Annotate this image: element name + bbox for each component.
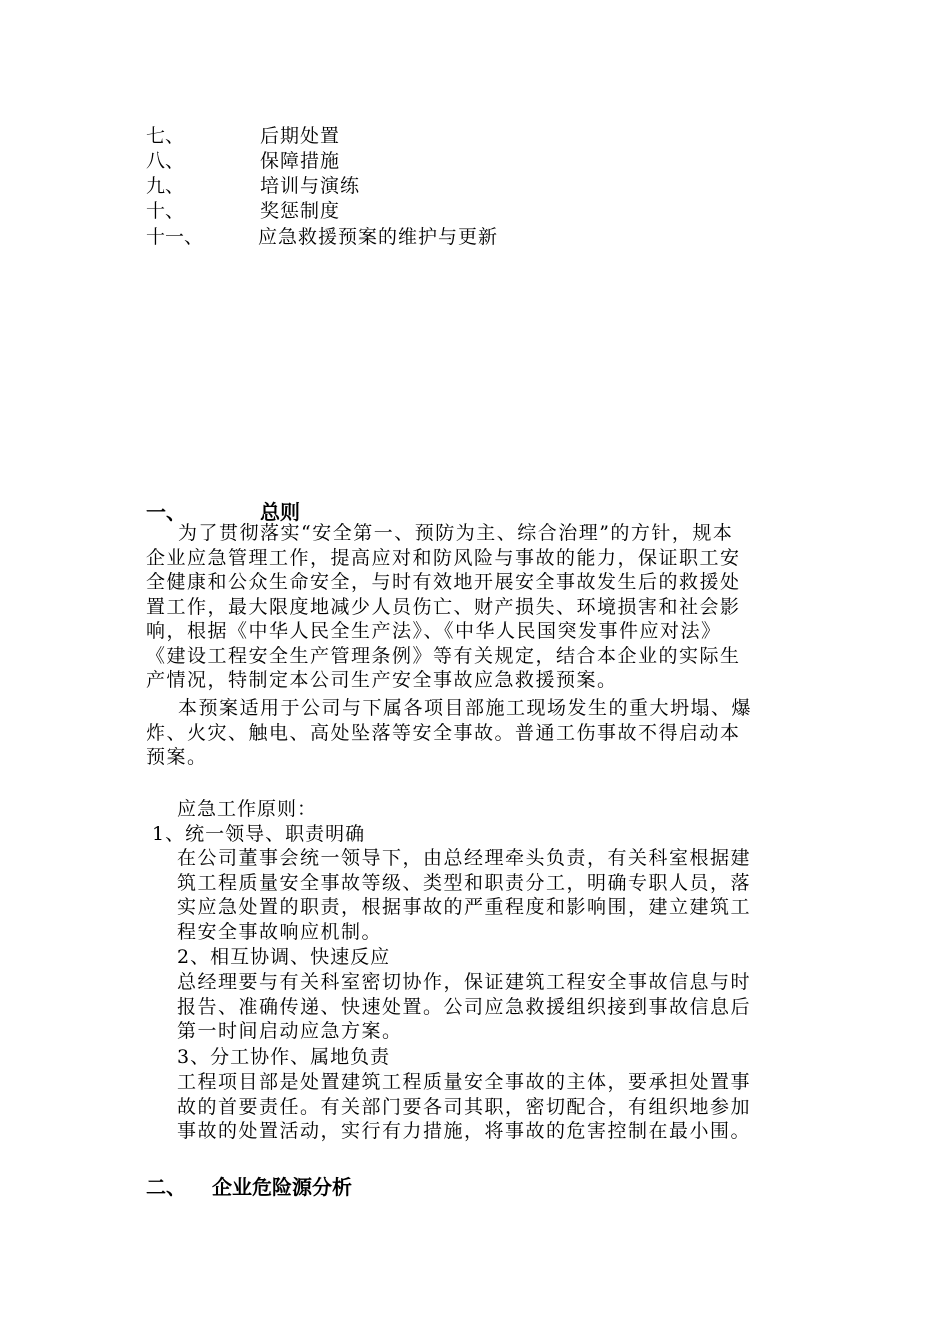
toc-title: 奖惩制度 [260,200,341,222]
toc-number: 七、 [146,125,185,147]
section-title: 企业危险源分析 [212,1175,352,1199]
text-line: 全健康和公众生命安全，与时有效地开展安全事故发生后的救援处 [146,571,741,593]
principle-title: 3、分工协作、属地负责 [177,1046,391,1068]
text-line: 第一时间启动应急方案。 [177,1020,403,1042]
text-line: 产情况，特制定本公司生产安全事故应急救援预案。 [146,669,618,691]
text-line: 置工作，最大限度地减少人员伤亡、财产损失、环境损害和社会影 [146,595,741,618]
principle-body [177,846,751,944]
toc-number: 十一、 [146,226,204,248]
toc-title: 应急救援预案的维护与更新 [258,226,499,248]
toc-number: 十、 [146,200,185,222]
text-line: 《建设工程安全生产管理条例》等有关规定，结合本企业的实际生 [146,644,741,667]
paragraph [146,521,741,693]
principles-title: 应急工作原则： [177,798,318,820]
toc-number: 九、 [146,175,185,197]
text-line: 筑工程质量安全事故等级、类型和职责分工，明确专职人员，落 [177,871,752,894]
section-number: 二、 [146,1175,186,1199]
text-line: 为了贯彻落实“安全第一、预防为主、综合治理”的方针，规本 [178,522,734,544]
toc-title: 保障措施 [260,150,341,172]
section-title: 总则 [260,500,300,524]
toc-title: 后期处置 [260,125,341,147]
text-line: 工程项目部是处置建筑工程质量安全事故的主体，要承担处置事 [177,1071,752,1093]
paragraph [146,696,752,770]
text-line: 炸、火灾、触电、高处坠落等安全事故。普通工伤事故不得启动本 [146,721,741,744]
text-line: 在公司董事会统一领导下，由总经理牵头负责，有关科室根据建 [177,847,752,869]
principle-title: 2、相互协调、快速反应 [177,946,391,968]
toc-title: 培训与演练 [260,175,361,197]
principle-title: 1、统一领导、职责明确 [152,823,366,845]
text-line: 实应急处置的职责，根据事故的严重程度和影响围，建立建筑工 [177,896,752,918]
principle-body [177,970,751,1044]
text-line: 报告、准确传递、快速处置。公司应急救援组织接到事故信息后 [177,995,752,1018]
toc-number: 八、 [146,150,185,172]
text-line: 企业应急管理工作，提高应对和防风险与事故的能力，保证职工安 [146,546,741,569]
text-line: 程安全事故响应机制。 [177,920,383,943]
text-line: 事故的处置活动，实行有力措施，将事故的危害控制在最小围。 [177,1120,752,1142]
text-line: 总经理要与有关科室密切协作，保证建筑工程安全事故信息与时 [177,971,752,993]
text-line: 预案。 [146,746,208,768]
section-number: 一、 [146,500,186,524]
principle-body [177,1070,751,1144]
text-line: 本预案适用于公司与下属各项目部施工现场发生的重大坍塌、爆 [178,697,753,719]
text-line: 响，根据《中华人民全生产法》、《中华人民国突发事件应对法》 [146,620,722,642]
text-line: 故的首要责任。有关部门要各司其职，密切配合，有组织地参加 [177,1095,752,1118]
